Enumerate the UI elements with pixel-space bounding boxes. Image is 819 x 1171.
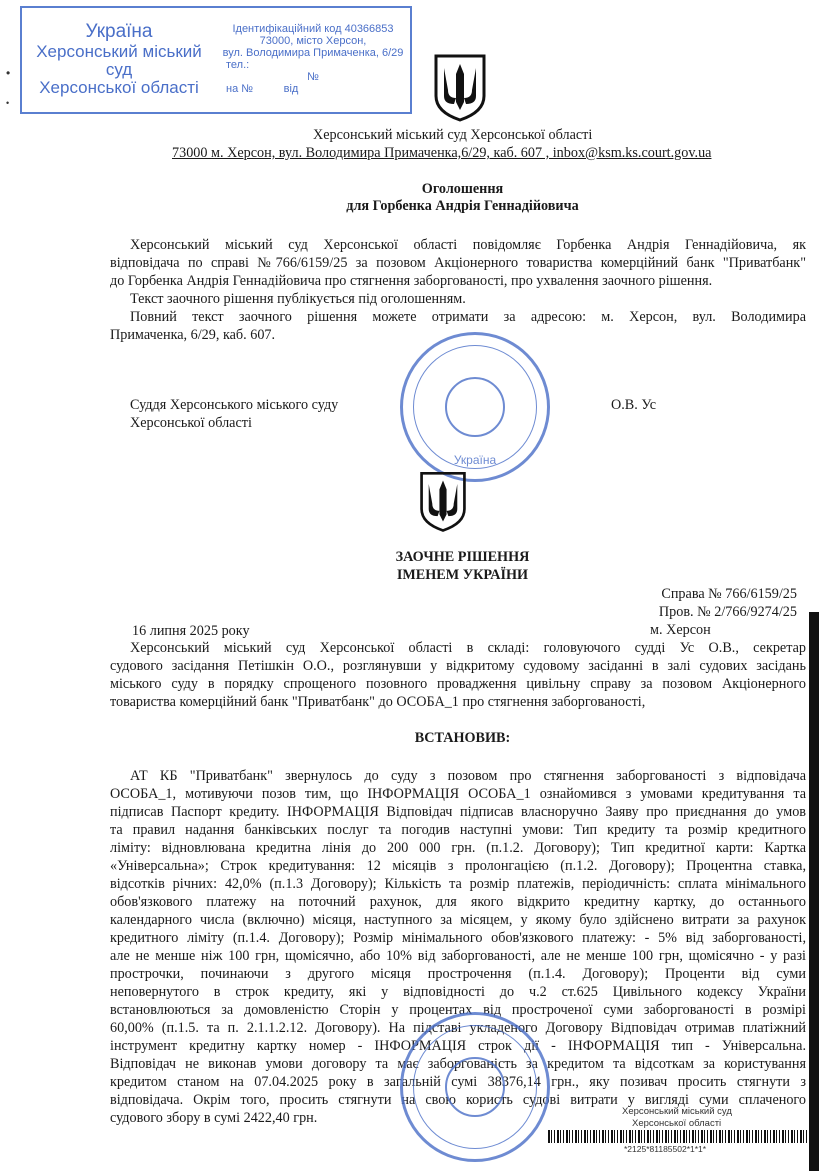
stamp-column bbox=[22, 8, 216, 112]
text-line: прострочки, починаючи з другого місяця прострочення (п.1.4. Договору); Проценти від суми bbox=[110, 966, 806, 982]
stamp-text: тел.: bbox=[226, 59, 250, 71]
text-line: підписав Паспорт кредиту. ІНФОРМАЦІЯ Відповідач підписав власноручно Заяву про приєднання до умов bbox=[110, 804, 806, 820]
signature-role: Херсонської області bbox=[130, 415, 252, 431]
stamp-text: Ідентифікаційний код 40366853 bbox=[232, 23, 394, 36]
case-number: Справа № 766/6159/25 bbox=[661, 586, 797, 602]
text-line: неповернутого в строк кредиту, які у відповідності до ч.2 ст.625 Цивільного кодексу України bbox=[110, 984, 806, 1000]
scan-dot: • bbox=[6, 66, 11, 80]
text-line: до Горбенка Андрія Геннадійовича про стягнення заборгованості, про ухвалення заочного рішення. bbox=[110, 273, 713, 289]
scan-dot: • bbox=[6, 98, 10, 108]
stamp-text: 73000, місто Херсон, bbox=[259, 35, 367, 48]
text-line: 60,00% (п.1.5. та п. 2.1.1.2.12. Договору). На підставі укладеного Договору Відповідач отримав платіжний bbox=[110, 1020, 806, 1036]
ukraine-trident-emblem-icon bbox=[418, 468, 468, 534]
text-line: судового збору в сумі 2422,40 грн. bbox=[110, 1110, 318, 1126]
notice-title: Оголошення bbox=[421, 181, 504, 197]
text-line: ліміту: відновлювана кредитна лінія до 200 000 грн. (п.1.2. Договору); Тип кредитної карти: Картка bbox=[110, 840, 806, 856]
text-line: інструмент кредитну картку номер - ІНФОРМАЦІЯ строк дії - ІНФОРМАЦІЯ тип - Універсальна. bbox=[110, 1038, 806, 1054]
seal-text: Україна bbox=[453, 453, 497, 467]
stamp-text: вул. Володимира Примаченка, 6/29 bbox=[222, 47, 404, 60]
registration-stamp bbox=[20, 6, 412, 114]
round-court-seal bbox=[400, 1012, 550, 1162]
stamp-column bbox=[216, 8, 410, 112]
ukraine-trident-emblem-icon bbox=[432, 52, 488, 122]
stamp-text: Україна bbox=[85, 21, 153, 43]
stamp-text: № bbox=[307, 70, 319, 83]
text-line: міського суду в порядку спрощеного позовного провадження цивільну справу за позовом Акціонерного bbox=[110, 676, 806, 692]
footer-court-name: Херсонський міський суд bbox=[622, 1106, 732, 1117]
text-line: ОСОБА_1, мотивуючи позов тим, що ІНФОРМАЦІЯ ОСОБА_1 ознайомився з умовами кредитування та bbox=[110, 786, 806, 802]
text-line: Херсонський міський суд Херсонської області в складі: головуючого судді Ус О.В., секретар bbox=[130, 640, 806, 656]
court-address: 73000 м. Херсон, вул. Володимира Примаченка,6/29, каб. 607 , inbox@ksm.ks.court.gov.ua bbox=[172, 145, 712, 161]
text-line: календарного числа (включно) місяця, наступного за місяцем, у якому було здійснено витрати за рахунок bbox=[110, 912, 806, 928]
court-name: Херсонський міський суд Херсонської області bbox=[313, 127, 593, 143]
text-line: товариства комерційний банк "Приватбанк" до ОСОБА_1 про стягнення заборгованості, bbox=[110, 694, 646, 710]
text-line: Повний текст заочного рішення можете отримати за адресою: м. Херсон, вул. Володимира bbox=[130, 309, 806, 325]
signature-name: О.В. Ус bbox=[611, 397, 656, 413]
text-line: та правил надання банківських послуг та погодив наступні умови: Тип кредиту та розмір кредитного bbox=[110, 822, 806, 838]
decision-city: м. Херсон bbox=[650, 622, 711, 638]
stamp-text: Херсонської області bbox=[39, 78, 199, 98]
text-line: «Універсальна»; Строк кредитування: 12 місяців з пролонгацією (п.1.2. Договору); Процентна ставка, bbox=[110, 858, 806, 874]
text-line: Примаченка, 6/29, каб. 607. bbox=[110, 327, 276, 343]
scan-edge-shadow bbox=[809, 612, 819, 1171]
signature-role: Суддя Херсонського міського суду bbox=[130, 397, 339, 413]
text-line: судового засідання Петішкін О.О., розглянувши у відкритому судовому засіданні в залі судових засідань bbox=[110, 658, 806, 674]
text-line: але не менше ніж 100 грн, щомісячно, або 10% від заборгованості, але не менше 100 грн, щомісячно - у разі bbox=[110, 948, 806, 964]
text-line: відповідача. Окрім того, просить стягнути на свою користь судові витрати у вигляді суми сплаченого bbox=[110, 1092, 806, 1108]
text-line: відповідача по справі №766/6159/25 за позовом Акціонерного товариства комерційний банк "Приватбанк" bbox=[110, 255, 806, 271]
text-line: кредитом станом на 07.04.2025 року в загальній сумі 38376,14 грн., яку позивач просить стягнути з bbox=[110, 1074, 806, 1090]
footer-court-region: Херсонської області bbox=[632, 1118, 722, 1129]
stamp-text: на № від bbox=[226, 82, 299, 95]
stamp-text: Херсонський міський суд bbox=[36, 41, 202, 80]
text-line: АТ КБ "Приватбанк" звернулось до суду з позовом про стягнення заборгованості з відповідача bbox=[130, 768, 806, 784]
text-line: Херсонський міський суд Херсонської області повідомляє Горбенка Андрія Геннадійовича, як bbox=[130, 237, 806, 253]
text-line: відсотків річних: 42,0% (п.1.3 Договору); Кількість та розмір платежів, періодичність: сплата мінімального bbox=[110, 876, 806, 892]
text-line: кредитного ліміту (п.1.4. Договору); Розмір мінімального обов'язкового платежу: - 5% від заборгованості, bbox=[110, 930, 806, 946]
decision-date: 16 липня 2025 року bbox=[132, 623, 250, 639]
decision-title: ЗАОЧНЕ РІШЕННЯ bbox=[395, 549, 530, 565]
notice-subtitle: для Горбенка Андрія Геннадійовича bbox=[346, 198, 579, 214]
decision-subtitle: ІМЕНЕМ УКРАЇНИ bbox=[396, 567, 529, 583]
text-line: Відповідач не виконав умови договору та має заборгованість за кредитом та відсоткам за користування bbox=[110, 1056, 806, 1072]
text-line: обов'язкового платежу на поточний рахунок, для якого відкрито кредитну картку, до останнього bbox=[110, 894, 806, 910]
round-court-seal bbox=[400, 332, 550, 482]
section-heading: ВСТАНОВИВ: bbox=[414, 730, 511, 746]
barcode-number: *2125*81185502*1*1* bbox=[624, 1144, 707, 1154]
text-line: Текст заочного рішення публікується під оголошенням. bbox=[130, 291, 466, 307]
document-barcode bbox=[548, 1130, 808, 1143]
proceeding-number: Пров. № 2/766/9274/25 bbox=[658, 604, 797, 620]
text-line: встановлюються за домовленістю Сторін у процентах від простроченої суми заборгованості в розмірі bbox=[110, 1002, 806, 1018]
